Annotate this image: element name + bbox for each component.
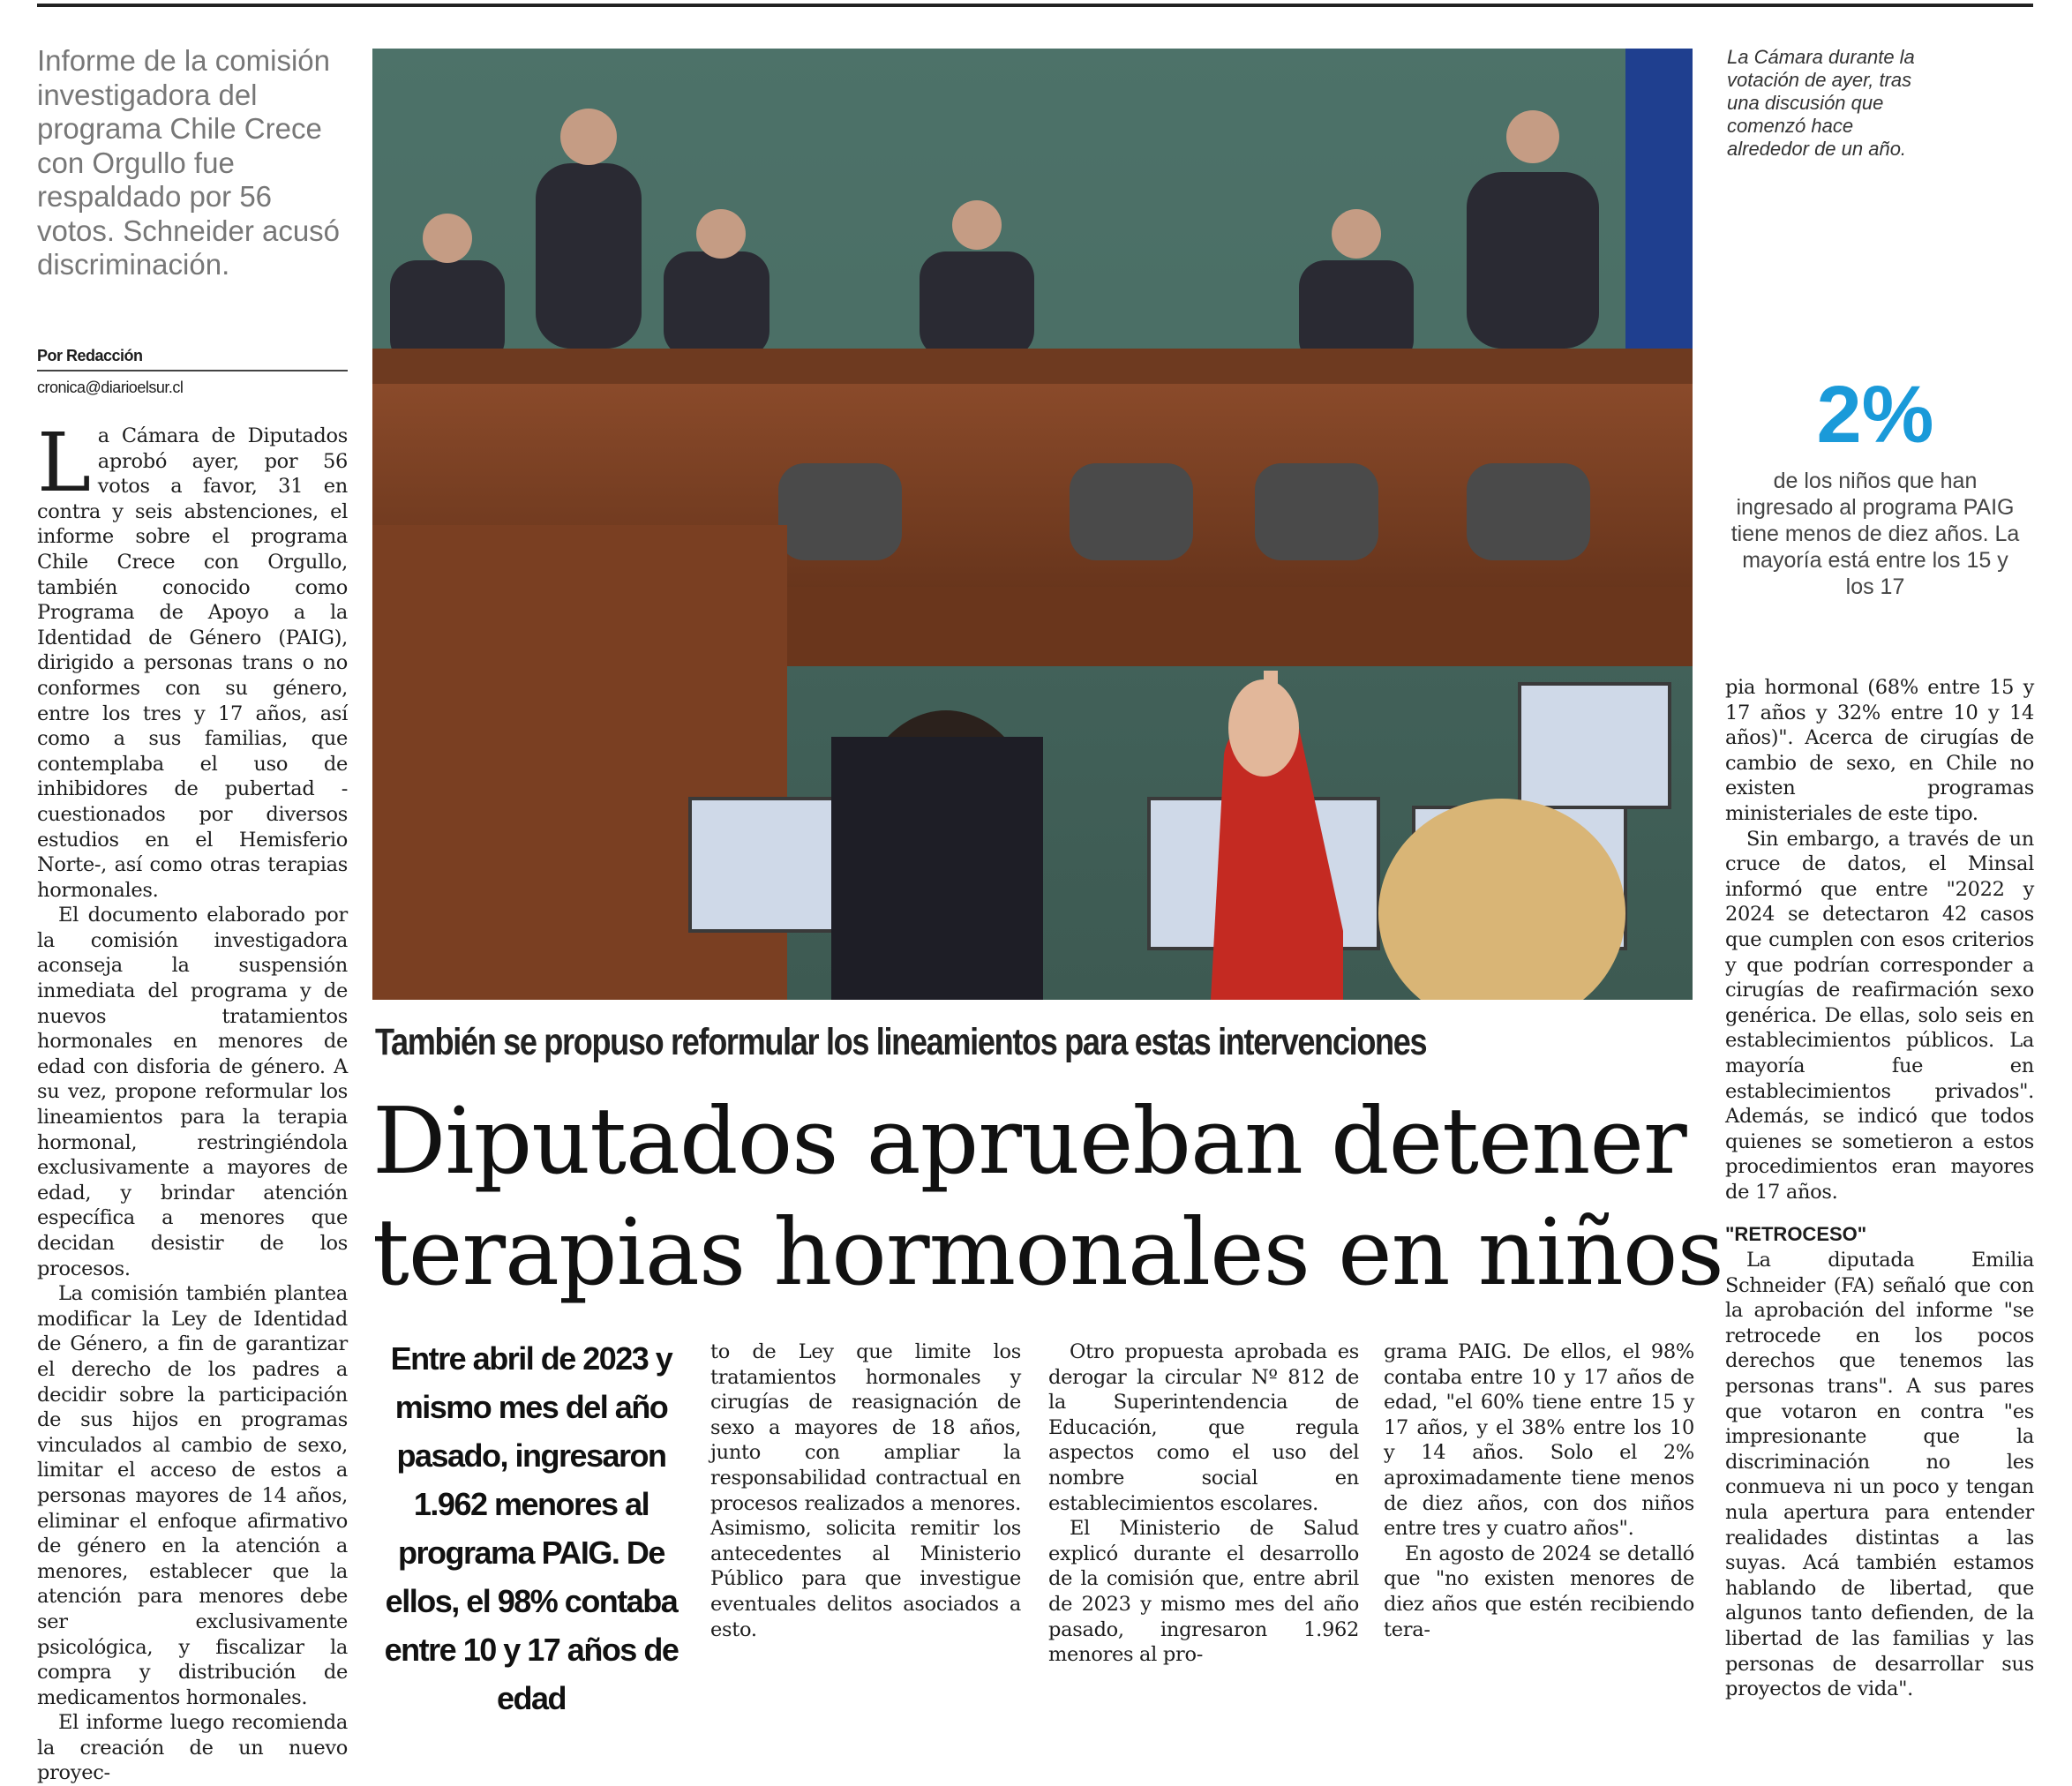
body-column-4 xyxy=(1048,1340,1359,1668)
paragraph: Sin embargo, a través de un cruce de datos, el Minsal informó que entre "2022 y 2024 se detectaron 42 casos que cumplen con esos criterios y que podrían corresponder a cirugías de reafirmación sexo genérica. De ellas, solo seis en establecimientos públicos. La mayoría fue en establecimientos privados". Además, se indicó que todos quienes se sometieron a estos procedimientos eran mayores de 17 años. xyxy=(1725,827,2034,1204)
chamber-photo-illustration xyxy=(372,49,1693,1000)
body-column-1 xyxy=(37,416,348,1786)
byline-email[interactable]: cronica@diarioelsur.cl xyxy=(37,379,184,396)
headline-line-2: terapias hormonales en niños xyxy=(372,1198,1723,1306)
top-rule xyxy=(37,4,2033,7)
drop-cap: L xyxy=(37,416,91,510)
body-column-6 xyxy=(1725,675,2034,1702)
paragraph: pia hormonal (68% entre 15 y 17 años y 32% entre 10 y 14 años)". Acerca de cirugías de cambio de sexo, en Chile no existen programas ministeriales de este tipo. xyxy=(1725,676,2034,825)
stat-text: de los niños que han ingresado al programa PAIG tiene menos de diez años. La mayoría está entre los 15 y los 17 xyxy=(1730,469,2020,599)
paragraph: Otro propuesta aprobada es derogar la circular Nº 812 de la Superintendencia de Educación, que regula aspectos como el uso del nombre social en establecimientos escolares. xyxy=(1048,1340,1359,1515)
headline xyxy=(372,1085,1723,1308)
chamber-photo xyxy=(372,49,1693,1000)
paragraph: La diputada Emilia Schneider (FA) señaló que con la aprobación del informe "se retrocede en los pocos derechos que tenemos las personas trans". A sus pares que votaron en contra "es impresionante que la discriminación no les conmueva ni un poco y tengan nula apertura para entender realidades distintas a las suyas. Acá también estamos hablando de libertad, que algunos tanto defienden, de la libertad de las familias y las personas de desarrollar sus proyectos de vida". xyxy=(1725,1249,2034,1701)
stat-value: 2% xyxy=(1816,370,1934,460)
paragraph: a Cámara de Diputados aprobó ayer, por 56 votos a favor, 31 en contra y seis abstenciones, el informe sobre el programa Chile Crece con Orgullo, también conocido como Programa de Apoyo a la Identidad de Género (PAIG), dirigido a personas trans o no conformes con su género, entre los tres y 17 años, así como a sus familias, que contemplaba el uso de inhibidores de pubertad -cuestionados por diversos estudios en el Hemisferio Norte-, así como otras terapias hormonales. xyxy=(37,424,348,902)
headline-line-1: Diputados aprueban detener xyxy=(372,1087,1686,1195)
body-column-5 xyxy=(1384,1340,1694,1642)
paragraph: En agosto de 2024 se detalló que "no existen menores de diez años que estén recibiendo tera- xyxy=(1384,1542,1694,1641)
paragraph: El informe luego recomienda la creación de un nuevo proyec- xyxy=(37,1711,348,1785)
subhead-retroceso: "RETROCESO" xyxy=(1725,1223,1867,1246)
paragraph: El documento elaborado por la comisión investigadora aconseja la suspensión inmediata del programa y de nuevos tratamientos hormonales en menores de edad con disforia de género. A su vez, propone reformular los lineamientos para la terapia hormonal, restringiéndola exclusivamente a mayores de edad, y brindar atención específica a menores que decidan desistir de los procesos. xyxy=(37,904,348,1280)
byline-author: Por Redacción xyxy=(37,347,348,371)
lede: Informe de la comisión investigadora del programa Chile Crece con Orgullo fue respaldado por 56 votos. Schneider acusó discriminación. xyxy=(37,44,341,281)
photo-caption: La Cámara durante la votación de ayer, tras una discusión que comenzó hace alrededor de un año. xyxy=(1727,46,1915,160)
paragraph: La comisión también plantea modificar la Ley de Identidad de Género, a fin de garantizar el derecho de los padres a decidir sobre la participación de sus hijos en programas vinculados al cambio de sexo, limitar el acceso de estos a personas mayores de 14 años, eliminar el enfoque afirmativo de género en la atención a menores, establecer que la atención para menores debe ser exclusivamente psicológica, y fiscalizar la compra y distribución de medicamentos hormonales. xyxy=(37,1282,348,1709)
byline xyxy=(37,347,348,397)
paragraph: to de Ley que limite los tratamientos hormonales y cirugías de reasignación de sexo a mayores de 18 años, junto con ampliar la responsabilidad contractual en procesos realizados a menores. Asimismo, solicita remitir los antecedentes al Ministerio Público para que investigue eventuales delitos asociados a esto. xyxy=(710,1340,1021,1641)
body-column-3 xyxy=(710,1340,1021,1642)
paragraph: El Ministerio de Salud explicó durante el desarrollo de la comisión que, entre abril de 2023 y mismo mes del año pasado, ingresaron 1.962 menores al pro- xyxy=(1048,1517,1359,1667)
stat-box xyxy=(1725,371,2025,600)
paragraph: grama PAIG. De ellos, el 98% contaba entre 10 y 17 años de edad, "el 60% tiene entre 15 y 17 años, y el 38% entre los 10 y 14 años. Solo el 2% aproximadamente tiene menos de diez años, con dos niños entre tres y cuatro años". xyxy=(1384,1340,1694,1541)
kicker: También se propuso reformular los lineamientos para estas intervenciones xyxy=(375,1021,1427,1063)
pullquote: Entre abril de 2023 y mismo mes del año pasado, ingresaron 1.962 menores al programa PAIG. De ellos, el 98% contaba entre 10 y 17 años de edad xyxy=(384,1340,679,1716)
